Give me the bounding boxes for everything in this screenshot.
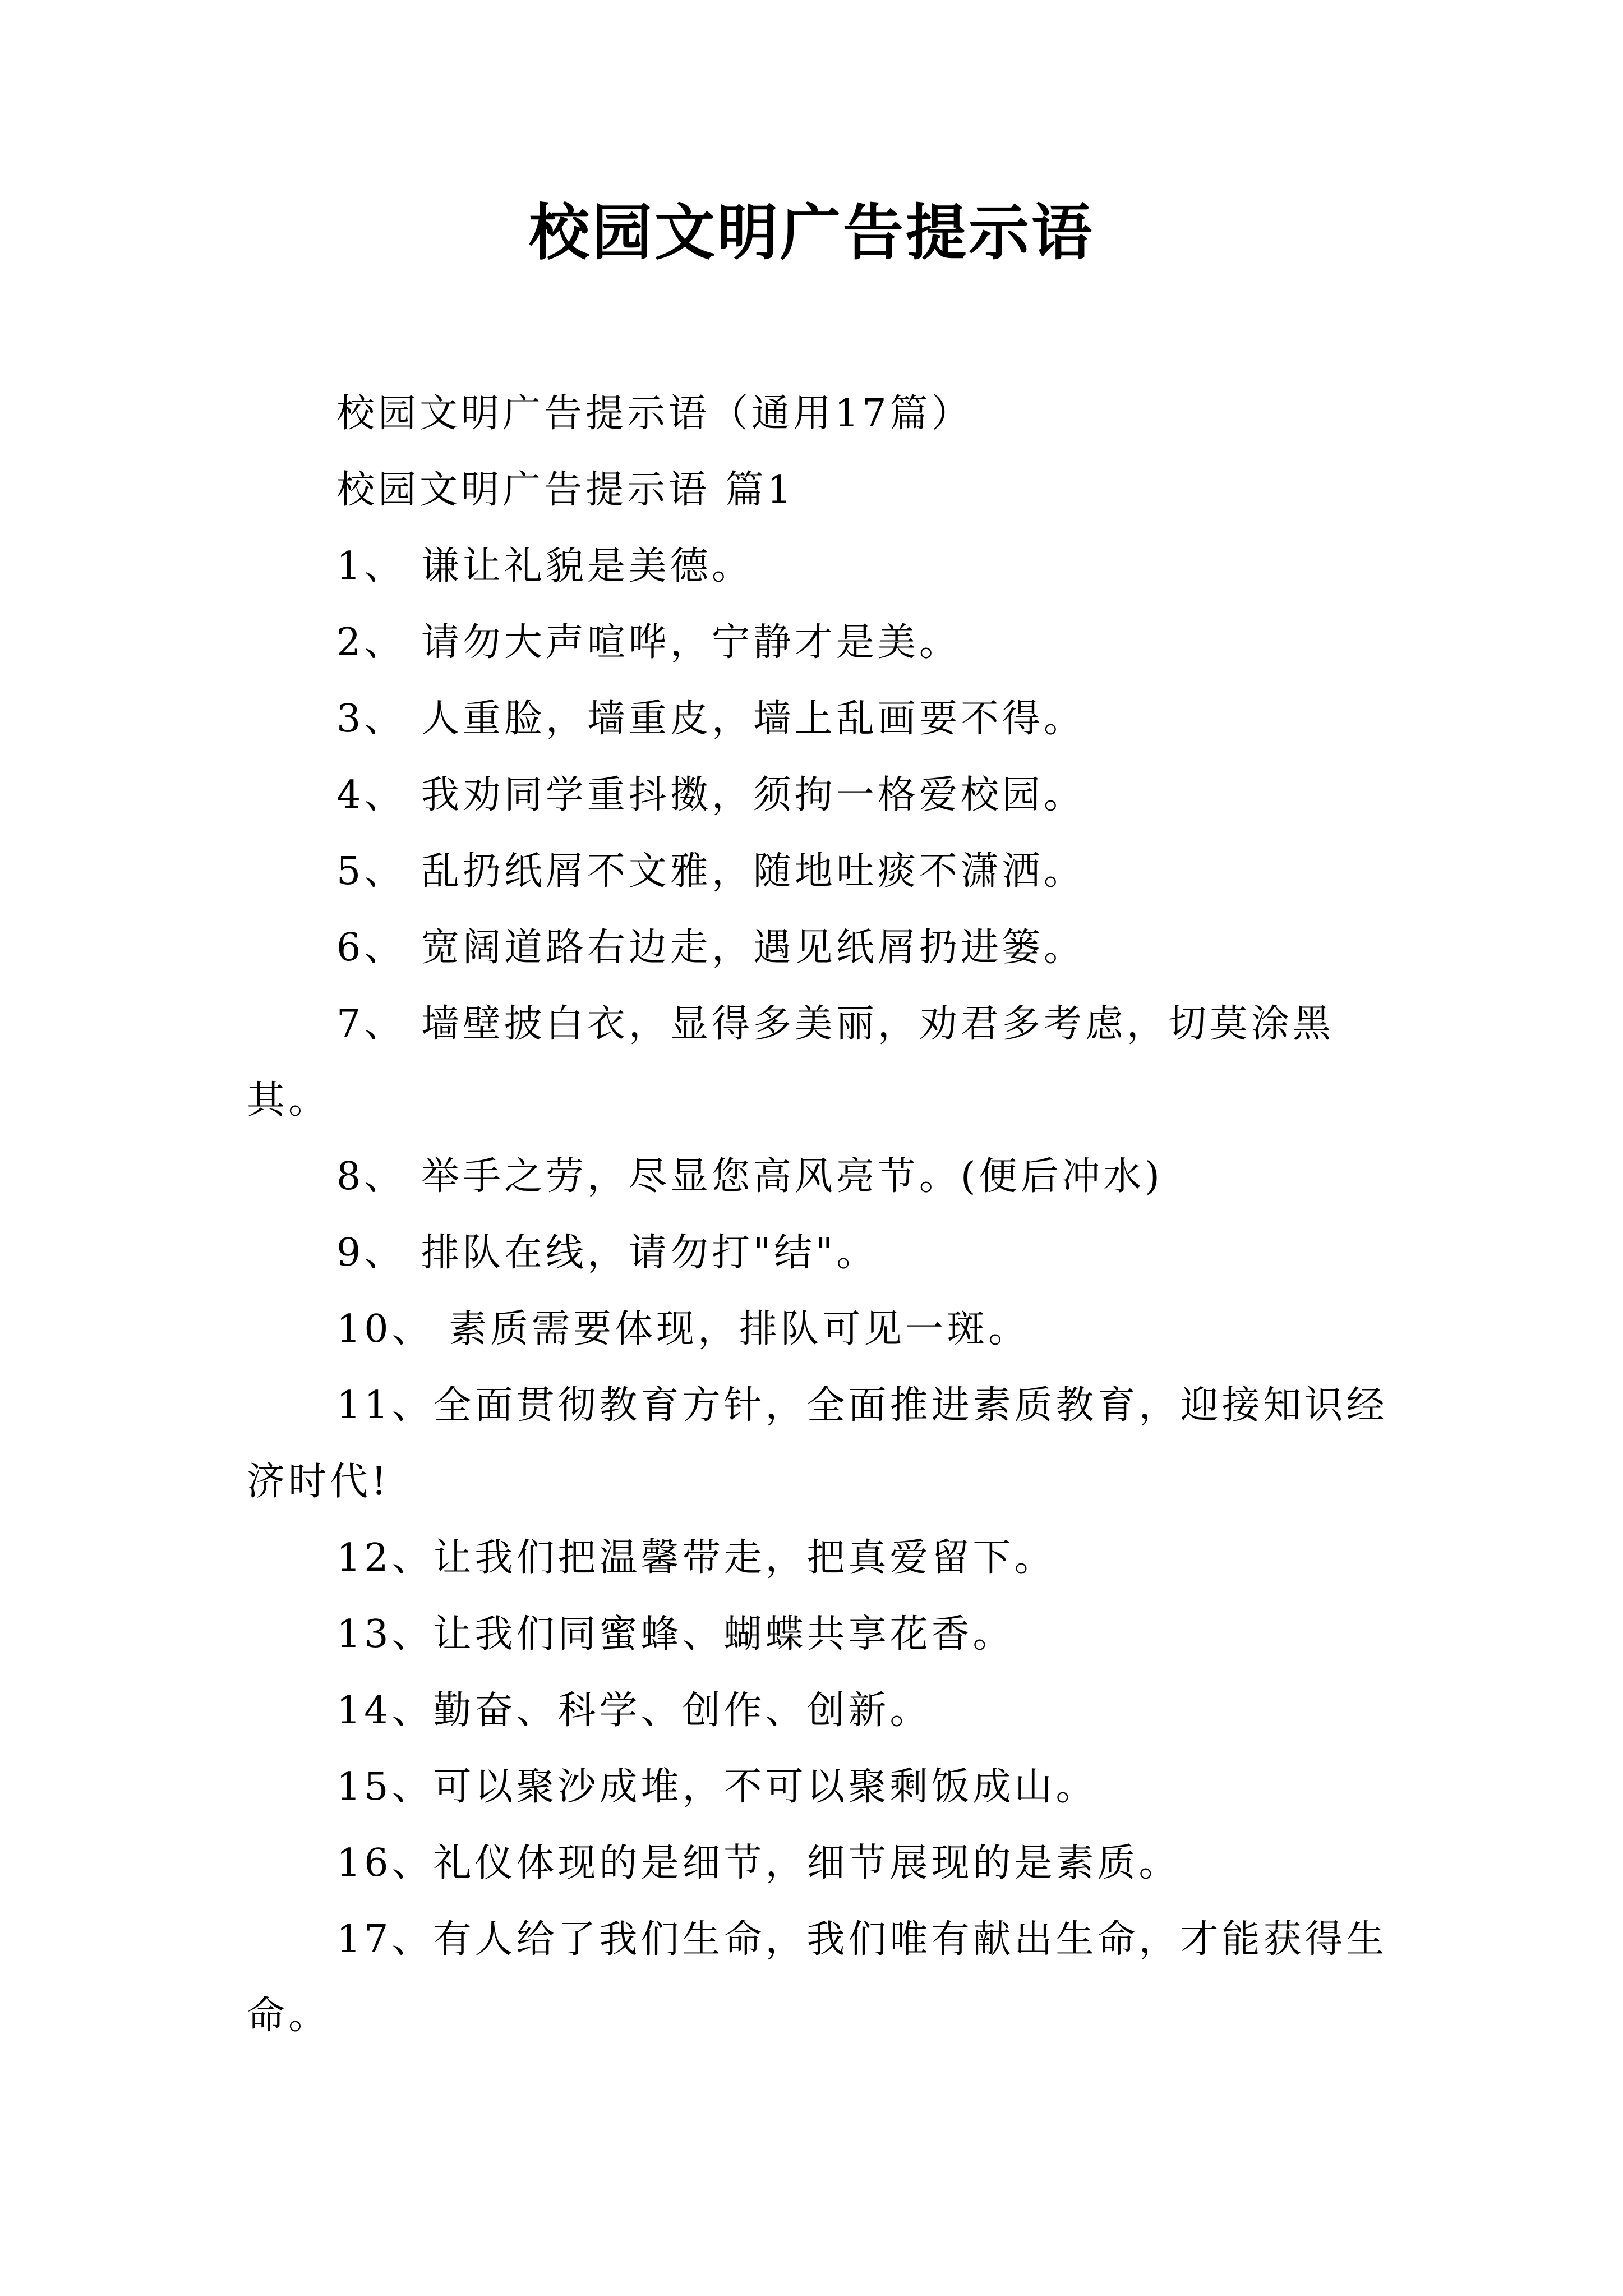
slogan-item-13: 13、让我们同蜜蜂、蝴蝶共享花香。 <box>336 1612 1015 1657</box>
document-title: 校园文明广告提示语 <box>528 197 1094 268</box>
slogan-item-14: 14、勤奋、科学、创作、创新。 <box>336 1688 932 1733</box>
document-body <box>247 376 1391 2054</box>
intro-paragraph: 校园文明广告提示语（通用17篇） <box>336 392 973 436</box>
slogan-item-7: 7、 墙壁披白衣，显得多美丽，劝君多考虑，切莫涂黑其。 <box>247 1002 1334 1122</box>
slogan-item-6: 6、 宽阔道路右边走，遇见纸屑扔进篓。 <box>336 926 1085 970</box>
slogan-item-11: 11、全面贯彻教育方针，全面推进素质教育，迎接知识经济时代! <box>247 1383 1388 1504</box>
slogan-item-5: 5、 乱扔纸屑不文雅，随地吐痰不潇洒。 <box>336 849 1085 894</box>
slogan-item-9: 9、 排队在线，请勿打"结"。 <box>336 1231 878 1275</box>
section-heading: 校园文明广告提示语 篇1 <box>336 468 795 512</box>
slogan-item-16: 16、礼仪体现的是细节，细节展现的是素质。 <box>336 1841 1181 1885</box>
slogan-item-15: 15、可以聚沙成堆，不可以聚剩饭成山。 <box>336 1765 1098 1809</box>
slogan-item-17: 17、有人给了我们生命，我们唯有献出生命，才能获得生命。 <box>247 1917 1388 2038</box>
slogan-item-2: 2、 请勿大声喧哗，宁静才是美。 <box>336 620 961 665</box>
slogan-item-1: 1、 谦让礼貌是美德。 <box>336 544 753 588</box>
slogan-item-3: 3、 人重脸，墙重皮，墙上乱画要不得。 <box>336 697 1085 741</box>
slogan-item-8: 8、 举手之劳，尽显您高风亮节。(便后冲水) <box>336 1154 1163 1199</box>
slogan-item-12: 12、让我们把温馨带走，把真爱留下。 <box>336 1536 1056 1580</box>
slogan-item-4: 4、 我劝同学重抖擞，须拘一格爱校园。 <box>336 773 1085 817</box>
slogan-item-10: 10、 素质需要体现，排队可见一斑。 <box>336 1307 1030 1351</box>
